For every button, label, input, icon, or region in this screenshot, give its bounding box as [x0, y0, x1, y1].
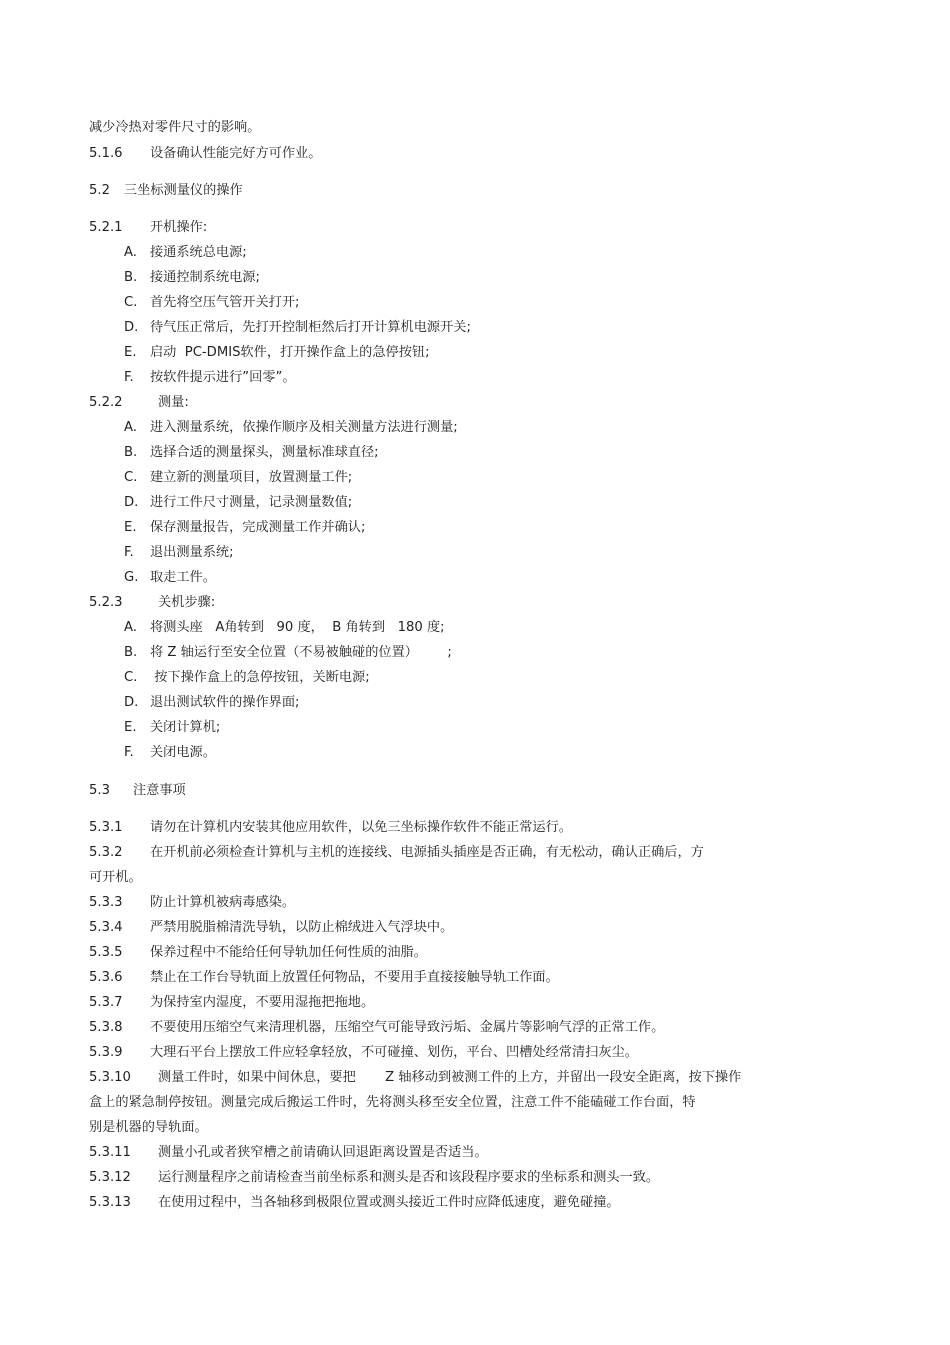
item-text: 接通系统总电源; [150, 245, 247, 260]
note-number: 5.3.3 [89, 895, 123, 910]
item-letter: F. [124, 370, 134, 385]
section-number: 5.2.3 [89, 595, 123, 610]
note-text: 测量小孔或者狭窄槽之前请确认回退距离设置是否适当。 [158, 1145, 488, 1160]
note-continuation: 别是机器的导轨面。 [89, 1120, 208, 1135]
item-letter: F. [124, 545, 134, 560]
item-letter: B. [124, 270, 138, 285]
section-title: 开机操作: [150, 220, 208, 235]
note-text: 大理石平台上摆放工件应轻拿轻放，不可碰撞、划伤，平台、凹槽处经常清扫灰尘。 [150, 1045, 638, 1060]
note-number: 5.3.7 [89, 995, 123, 1010]
section-text: 设备确认性能完好方可作业。 [150, 146, 322, 161]
note-text: 防止计算机被病毒感染。 [150, 895, 296, 910]
note-number: 5.3.5 [89, 945, 123, 960]
item-text: 按下操作盒上的急停按钮，关断电源; [150, 670, 370, 685]
section-number: 5.2 [89, 183, 110, 198]
note-text: 测量工件时，如果中间休息，要把 Z 轴移动到被测工件的上方，并留出一段安全距离，按下操作 [158, 1070, 742, 1085]
section-number: 5.1.6 [89, 146, 123, 161]
note-number: 5.3.4 [89, 920, 123, 935]
item-text: 待气压正常后，先打开控制柜然后打开计算机电源开关; [150, 320, 471, 335]
item-text: 进入测量系统，依操作顺序及相关测量方法进行测量; [150, 420, 458, 435]
note-text: 运行测量程序之前请检查当前坐标系和测头是否和该段程序要求的坐标系和测头一致。 [158, 1170, 660, 1185]
note-continuation: 可开机。 [89, 870, 142, 885]
note-text: 严禁用脱脂棉清洗导轨，以防止棉绒进入气浮块中。 [150, 920, 454, 935]
item-text: 进行工件尺寸测量，记录测量数值; [150, 495, 353, 510]
item-letter: C. [124, 670, 138, 685]
note-number: 5.3.1 [89, 820, 123, 835]
item-letter: D. [124, 695, 139, 710]
item-text: 取走工件。 [150, 570, 216, 585]
section-title: 关机步骤: [158, 595, 216, 610]
item-text: 首先将空压气管开关打开; [150, 295, 300, 310]
section-number: 5.3 [89, 783, 110, 798]
note-number: 5.3.12 [89, 1170, 131, 1185]
item-letter: A. [124, 620, 137, 635]
item-letter: D. [124, 320, 139, 335]
item-text: 按软件提示进行”回零”。 [150, 370, 296, 385]
note-text: 在开机前必须检查计算机与主机的连接线、电源插头插座是否正确，有无松动，确认正确后，方 [150, 845, 704, 860]
note-number: 5.3.11 [89, 1145, 131, 1160]
item-text: 保存测量报告，完成测量工作并确认; [150, 520, 366, 535]
item-text: 选择合适的测量探头，测量标准球直径; [150, 445, 379, 460]
note-text: 在使用过程中，当各轴移到极限位置或测头接近工件时应降低速度，避免碰撞。 [158, 1195, 620, 1210]
section-title: 三坐标测量仪的操作 [124, 183, 243, 198]
item-letter: A. [124, 420, 137, 435]
item-text: 退出测试软件的操作界面; [150, 695, 300, 710]
note-number: 5.3.6 [89, 970, 123, 985]
note-number: 5.3.2 [89, 845, 123, 860]
item-letter: E. [124, 520, 137, 535]
section-number: 5.2.1 [89, 220, 123, 235]
item-text: 接通控制系统电源; [150, 270, 260, 285]
item-letter: C. [124, 470, 138, 485]
item-letter: B. [124, 645, 138, 660]
continuation-text: 减少冷热对零件尺寸的影响。 [89, 120, 261, 135]
item-text: 关闭电源。 [150, 745, 216, 760]
note-number: 5.3.9 [89, 1045, 123, 1060]
item-text: 将测头座 A角转到 90 度， B 角转到 180 度; [150, 620, 445, 635]
section-title: 注意事项 [133, 783, 186, 798]
item-text: 建立新的测量项目，放置测量工件; [150, 470, 353, 485]
note-text: 禁止在工作台导轨面上放置任何物品，不要用手直接接触导轨工作面。 [150, 970, 559, 985]
note-continuation: 盒上的紧急制停按钮。测量完成后搬运工件时，先将测头移至安全位置，注意工件不能磕碰工作台面，特 [89, 1095, 696, 1110]
section-title: 测量: [158, 395, 189, 410]
item-letter: G. [124, 570, 139, 585]
item-letter: A. [124, 245, 137, 260]
note-number: 5.3.13 [89, 1195, 131, 1210]
note-text: 为保持室内湿度，不要用湿拖把拖地。 [150, 995, 375, 1010]
section-number: 5.2.2 [89, 395, 123, 410]
item-letter: E. [124, 720, 137, 735]
item-letter: D. [124, 495, 139, 510]
note-text: 保养过程中不能给任何导轨加任何性质的油脂。 [150, 945, 427, 960]
item-letter: B. [124, 445, 138, 460]
note-number: 5.3.10 [89, 1070, 131, 1085]
item-text: 将 Z 轴运行至安全位置（不易被触碰的位置） ; [150, 645, 452, 660]
note-text: 不要使用压缩空气来清理机器，压缩空气可能导致污垢、金属片等影响气浮的正常工作。 [150, 1020, 665, 1035]
item-text: 关闭计算机; [150, 720, 221, 735]
item-letter: C. [124, 295, 138, 310]
item-letter: F. [124, 745, 134, 760]
note-text: 请勿在计算机内安装其他应用软件，以免三坐标操作软件不能正常运行。 [150, 820, 572, 835]
item-text: 启动 PC-DMIS软件，打开操作盒上的急停按钮; [150, 345, 430, 360]
item-letter: E. [124, 345, 137, 360]
note-number: 5.3.8 [89, 1020, 123, 1035]
item-text: 退出测量系统; [150, 545, 234, 560]
